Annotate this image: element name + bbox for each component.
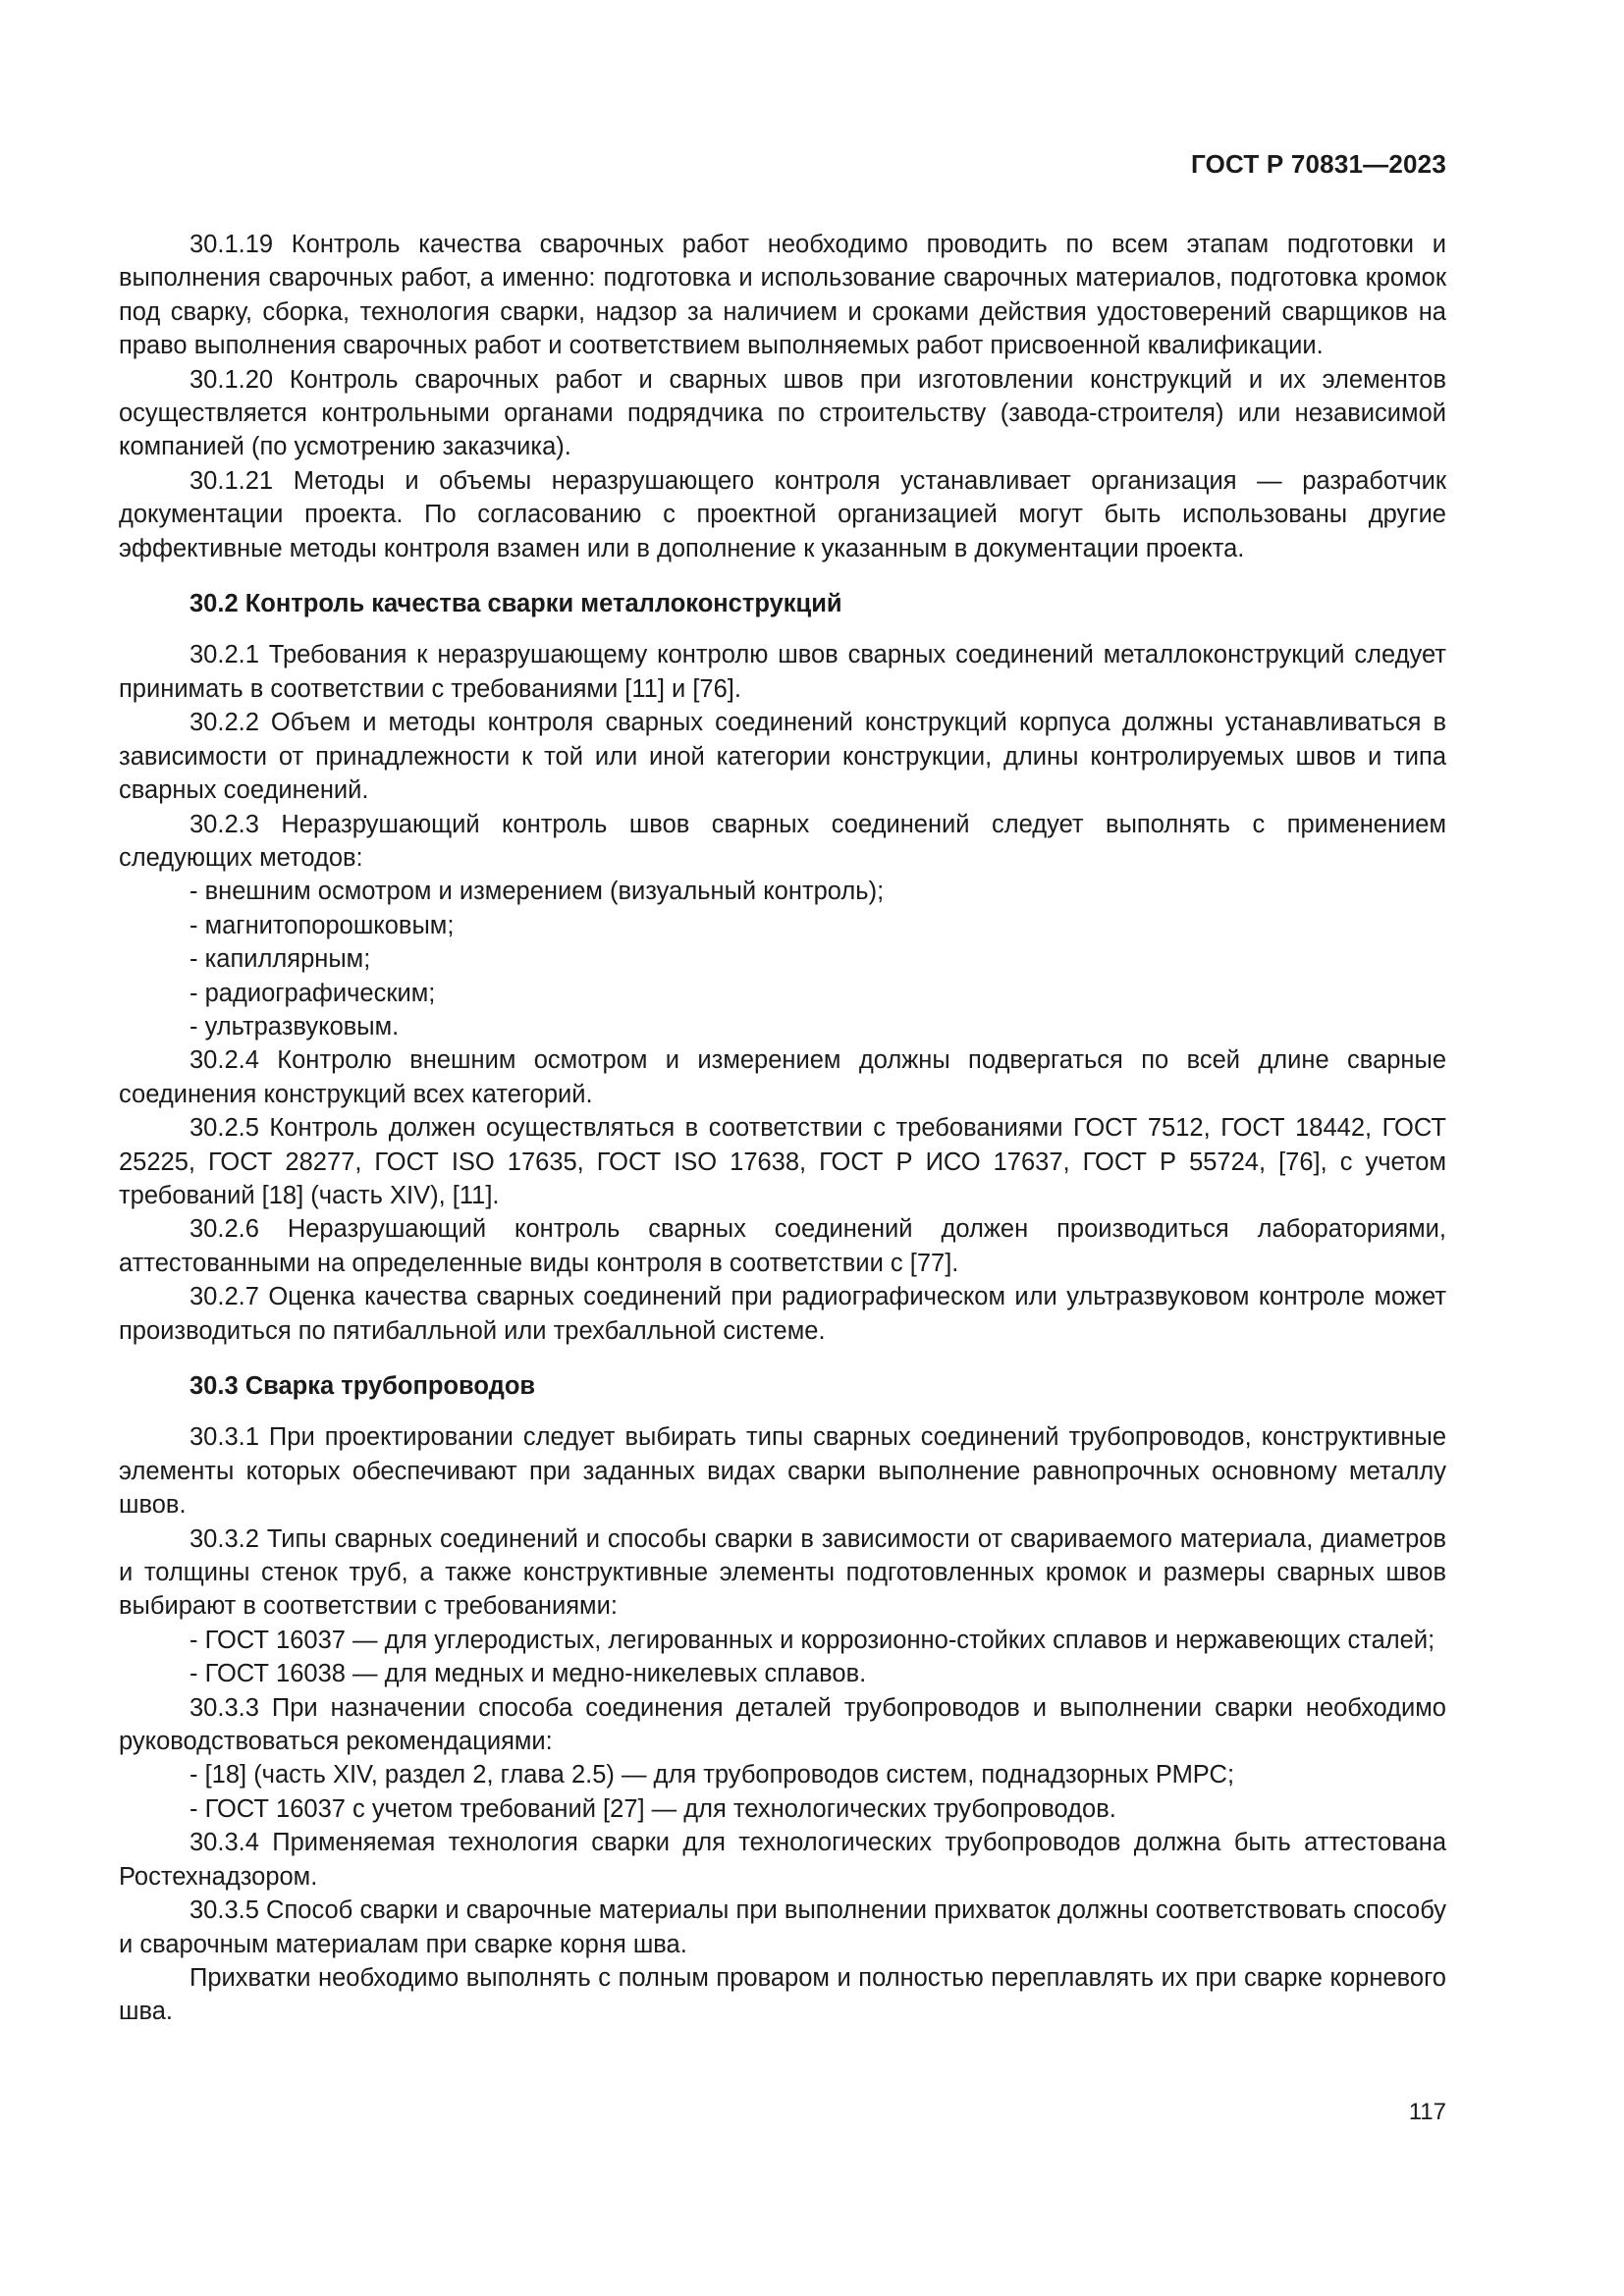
list-item: - ГОСТ 16037 — для углеродистых, легированных и коррозионно-стойких сплавов и нержавеющих сталей; [189,1626,1435,1654]
document-header: ГОСТ Р 70831—2023 [1191,149,1446,179]
paragraph-30-3-2: 30.3.2 Типы сварных соединений и способы сварки в зависимости от свариваемого материала, диаметров и толщины стенок труб, а также конструктивные элементы подготовленных кромок и размеры сварных швов выбирают в соответствии с требованиями: [119,1524,1446,1621]
paragraph-30-2-3: 30.2.3 Неразрушающий контроль швов сварных соединений следует выполнять с применением следующих методов: [119,810,1446,872]
paragraph-30-3-5: 30.3.5 Способ сварки и сварочные материалы при выполнении прихваток должны соответствовать способу и сварочным материалам при сварке корня шва. [119,1896,1446,1958]
list-item: - [18] (часть XIV, раздел 2, глава 2.5) — для трубопроводов систем, поднадзорных РМРС; [189,1761,1235,1789]
paragraph-30-2-2: 30.2.2 Объем и методы контроля сварных соединений конструкций корпуса должны устанавливаться в зависимости от принадлежности к той или иной категории конструкции, длины контролируемых швов и типа сварных соединений. [119,709,1446,805]
paragraph-30-2-4: 30.2.4 Контролю внешним осмотром и измерением должны подвергаться по всей длине сварные соединения конструкций всех категорий. [119,1046,1446,1108]
paragraph-30-3-4: 30.3.4 Применяемая технология сварки для технологических трубопроводов должна быть аттестована Ростехнадзором. [119,1829,1446,1891]
section-heading-30-3: 30.3 Сварка трубопроводов [189,1372,536,1400]
paragraph-30-2-5: 30.2.5 Контроль должен осуществляться в соответствии с требованиями ГОСТ 7512, ГОСТ 18442, ГОСТ 25225, ГОСТ 28277, ГОСТ ISO 17635, ГОСТ ISO 17638, ГОСТ Р ИСО 17637, ГОСТ Р 55724, [76], с учетом требований [18] (часть XIV), [11]. [119,1114,1446,1209]
list-item: - ультразвуковым. [189,1012,400,1041]
document-body [119,228,1446,2029]
paragraph-30-2-6: 30.2.6 Неразрушающий контроль сварных соединений должен производиться лабораториями, аттестованными на определенные виды контроля в соответствии с [77]. [119,1215,1446,1277]
list-item: - магнитопорошковым; [189,911,455,939]
paragraph-30-2-7: 30.2.7 Оценка качества сварных соединений при радиографическом или ультразвуковом контроле может производиться по пятибалльной или трехбалльной системе. [119,1283,1446,1345]
paragraph-30-1-20: 30.1.20 Контроль сварочных работ и сварных швов при изготовлении конструкций и их элементов осуществляется контрольными органами подрядчика по строительству (завода-строителя) или независимой компанией (по усмотрению заказчика). [119,365,1446,461]
list-item: - ГОСТ 16038 — для медных и медно-никелевых сплавов. [189,1660,867,1688]
paragraph-30-2-1: 30.2.1 Требования к неразрушающему контролю швов сварных соединений металлоконструкций следует принимать в соответствии с требованиями [11] и [76]. [119,641,1446,703]
paragraph-30-3-5-continued: Прихватки необходимо выполнять с полным проваром и полностью переплавлять их при сварке корневого шва. [119,1963,1446,2026]
page-number: 117 [1408,2099,1446,2125]
list-item: - капиллярным; [189,945,371,974]
paragraph-30-1-19: 30.1.19 Контроль качества сварочных работ необходимо проводить по всем этапам подготовки и выполнения сварочных работ, а именно: подготовка и использование сварочных материалов, подготовка кромок под сварку, сборка, технология сварки, надзор за наличием и сроками действия удостоверений сварщиков на право выполнения сварочных работ и соответствием выполняемых работ присвоенной квалификации. [119,231,1446,360]
paragraph-30-1-21: 30.1.21 Методы и объемы неразрушающего контроля устанавливает организация — разработчик документации проекта. По согласованию с проектной организацией могут быть использованы другие эффективные методы контроля взамен или в дополнение к указанным в документации проекта. [119,466,1446,562]
list-item: - ГОСТ 16037 с учетом требований [27] — для технологических трубопроводов. [189,1794,1116,1823]
paragraph-30-3-3: 30.3.3 При назначении способа соединения деталей трубопроводов и выполнении сварки необходимо руководствоваться рекомендациями: [119,1693,1446,1756]
paragraph-30-3-1: 30.3.1 При проектировании следует выбирать типы сварных соединений трубопроводов, конструктивные элементы которых обеспечивают при заданных видах сварки выполнение равнопрочных основному металлу швов. [119,1423,1446,1520]
list-item: - радиографическим; [189,979,436,1007]
list-item: - внешним осмотром и измерением (визуальный контроль); [189,878,885,906]
section-heading-30-2: 30.2 Контроль качества сварки металлоконструкций [189,590,842,618]
